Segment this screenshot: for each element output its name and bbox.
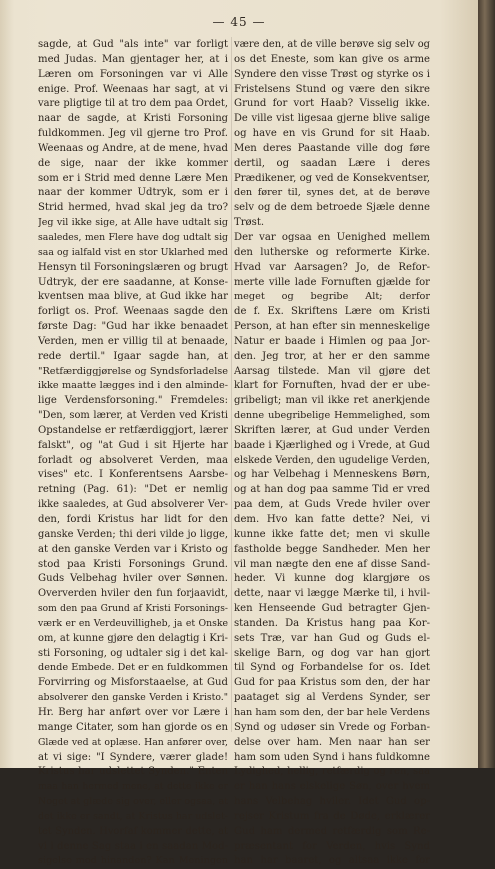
text-line: falskt", og "at Gud i sit Hjerte har [38, 439, 228, 451]
text-line: naar der kommer Udtryk, som er i [38, 187, 228, 199]
text-line: de sige, naar der ikke kommer [38, 157, 228, 169]
text-line: og at han dog paa samme Tid er vred [234, 484, 430, 496]
text-line: elskede Verden, den ugudelige Verden, [234, 454, 430, 466]
text-line: den. Jeg tror, at her er den samme [234, 350, 430, 362]
text-line: Oververden hviler den fun forjaavidt, [38, 588, 228, 600]
text-line: skelige Barn, og dog var han gjort [234, 647, 430, 659]
text-line: at den ganske Verden var i Kristo og [38, 543, 228, 555]
text-line: Strid hermed, hvad skal jeg da tro? [38, 202, 228, 214]
column-gutter [231, 37, 232, 732]
text-line: Glæde ved at oplæse. Han anfører over, [38, 736, 228, 748]
text-line: dertil, og saadan Lære i deres [234, 157, 430, 169]
text-line: Synd og udøser sin Vrede og Forban- [234, 721, 430, 733]
text-line: dette, naar vi lægge Mærke til, i hvil- [234, 588, 430, 600]
text-line: Natur er baade i Himlen og paa Jor- [234, 335, 430, 347]
text-line: Weenaas og Andre, at de mene, hvad [38, 142, 228, 154]
text-line: meget og begribe Alt; derfor [234, 291, 430, 303]
right-text-column [234, 38, 430, 869]
text-line: Forvirring og Misforstaaelse, at Gud [38, 677, 228, 689]
text-line: "Retfærdiggjørelse og Syndsforladelse [38, 365, 228, 377]
text-line: rede dertil." Igaar sagde han, at [38, 350, 228, 362]
text-line: tet Synden. Hvorfaf kommer dette, at [38, 825, 228, 837]
text-line: ganske Verden; thi deri vilde jo ligge, [38, 528, 228, 540]
text-line: os det Eneste, som kan give os arme [234, 53, 430, 65]
text-line: paataget sig al Verdens Synder, ser [234, 692, 430, 704]
text-line: De ville vist ligesaa gjerne blive salige [234, 113, 430, 125]
text-line: med Judas. Man gjentager her, at i [38, 53, 228, 65]
page-number: — 45 — [212, 15, 266, 29]
text-line: forladt og absolveret Verden, maa [38, 454, 228, 466]
text-line: absolverer den ganske Verden i Kristo." [38, 692, 228, 704]
text-line: som er i Strid med denne Lære Men [38, 172, 228, 184]
text-line: ken Henseende Gud betragter Gjen- [234, 603, 430, 615]
text-line: Hr. Berg har anført over vor Lære i [38, 706, 228, 718]
text-line: Hvad var Aarsagen? Jo, de Refor- [234, 261, 430, 273]
text-line: fuldkommen. Jeg vil gjerne tro Prof. [38, 128, 228, 140]
text-line: sti Forsoning, og udtaler sig i det kal- [38, 647, 228, 659]
text-line: vare pligtige til at tro dem paa Ordet, [38, 98, 228, 110]
text-line: Grund for vort Haab? Visselig ikke. [234, 98, 430, 110]
text-line: sigelse mod hinanden? Kan Meningen [38, 855, 228, 867]
text-line: delse over ham. Men naar han ser [234, 736, 430, 748]
text-line: ikke saaledes, at Gud absolverer Ver- [38, 499, 228, 511]
text-line: hans Velbehag hviler. Idet Gud op- [234, 796, 430, 808]
text-line: Guds Velbehag hviler over Sønnen. [38, 573, 228, 585]
text-line: denne ubegribelige Hemmelighed, som [234, 410, 430, 422]
text-line: som den paa Grund af Kristi Forsonings- [38, 604, 228, 615]
text-line: stod paa Kristi Forsonings Grund. [38, 558, 228, 570]
text-line: de f. Ex. Skriftens Lære om Kristi [234, 306, 430, 318]
text-line: sets Træ, var han Gud og Guds el- [234, 632, 430, 644]
left-text-column [38, 38, 228, 869]
text-line: og har Velbehag i Menneskens Børn, [234, 469, 430, 481]
text-line: Verden, men er villig til at benaade, [38, 335, 228, 347]
text-line: Aarsag tilstede. Man vil gjøre det [234, 365, 430, 377]
text-line: være den, at de ville berøve sig selv og [234, 39, 430, 50]
text-line: ham som uden Synd i hans fuldkomne [234, 751, 430, 763]
text-line: selv og de dem betroede Sjæle denne [234, 202, 430, 214]
text-line: Udtryk, der ere saadanne, at Konse- [38, 276, 228, 288]
text-line: dende Embede. Det er en fuldkommen [38, 662, 228, 674]
text-line: baade i Kjærlighed og i Vrede, at Gud [234, 439, 430, 451]
text-line: "Den, som lærer, at Verden ved Kristi [38, 410, 228, 422]
text-line: værk er en Verdeuvilligheb, ja et Onske [38, 617, 228, 629]
text-line: merte ville lade Fornuften gjælde for [234, 276, 430, 288]
text-line: Men deres Paastande ville dog føre [234, 142, 430, 154]
text-line: Kristus har udslettet Synden." Enten [38, 766, 228, 778]
text-line: Trøst. [234, 217, 265, 229]
text-line: at vi sige: "I Syndere, værer glade! [38, 751, 228, 763]
text-line: standen. Da Kristus hang paa Kor- [234, 617, 430, 629]
text-line: præsentant for Verden, hvis Synd [234, 840, 430, 852]
text-line: paa dem, at Guds Vrede hviler over [234, 499, 430, 511]
text-line: lige Verdensforsoning." Fremdeles: [38, 395, 228, 407]
text-line: enige. Prof. Weenaas har sagt, at vi [38, 83, 228, 95]
text-line: Jeg vil ikke sige, at Alle have udtalt sig [38, 217, 228, 229]
text-line: ikke maatte lægges ind i den alminde- [38, 380, 228, 392]
text-line: om, at kunne gjøre den delagtig i Kri- [38, 632, 228, 644]
text-line: Gud ham dermed retfærdig som Re- [234, 825, 430, 837]
text-line: Skriften lærer, at Gud under Verden [234, 424, 430, 436]
text-line: det ikke er sandt, at Kristus har udslet- [38, 810, 228, 822]
text-line: klart for Fornuften, hvad der er ube- [234, 380, 430, 392]
text-line: Der var ogsaa en Uenighed mellem [234, 231, 430, 243]
text-line: Person, at han efter sin menneskelige [234, 321, 430, 333]
text-line: heder. Vi kunne dog klargjøre os [234, 573, 430, 585]
text-line: vi i denne Sag staa i en saadan Mod- [38, 840, 228, 852]
text-line: naar de sagde, at Kristi Forsoning [38, 113, 228, 125]
text-line: Prædikener, og ved de Konsekventser, [234, 172, 430, 184]
text-line: er han hans elskelige Søn, over hvem [234, 781, 430, 793]
text-line: Fristelsens Stund og være den sikre [234, 83, 430, 95]
text-line: kventsen maa blive, at Gud ikke har [38, 291, 228, 303]
text-line: Syndere den visse Trøst og styrke os i [234, 68, 430, 80]
text-line: og have en vis Grund for sit Haab. [234, 128, 430, 140]
text-line: maa han hermed mene, at dette ikke er [38, 781, 228, 793]
text-line: han har baaret, og altsaa ikke for [234, 855, 430, 867]
text-line: kunne ikke fatte det; men vi skulle [234, 528, 430, 540]
text-line: vil man nægte den ene af disse Sand- [234, 558, 430, 570]
text-line: Noget at glæde sig over, eller ogsaa, at [38, 796, 228, 808]
text-line: retning (Pag. 61): "Det er nemlig [38, 484, 228, 496]
text-line: forligt os. Prof. Weenaas sagde den [38, 306, 228, 318]
text-line: den, fordi Kristus har lidt for den [38, 514, 228, 525]
text-line: Gud for paa Kristus som den, der har [234, 677, 430, 689]
text-line: Læren om Forsoningen var vi Alle [38, 68, 228, 80]
text-line: første Dag: "Gud har ikke benaadet [38, 321, 228, 333]
text-line: sagde, at Gud "als inte" var forligt [38, 39, 228, 50]
text-line: Lydighed, hellig, retfærdig og ren, saa [234, 766, 430, 778]
text-line: Hensyn til Forsoningslæren og brugt [38, 261, 228, 273]
text-line: dem. Hvo kan fatte dette? Nei, vi [234, 514, 430, 525]
text-line: rejser Kristum fra de Døde, erklærer [234, 810, 430, 822]
text-line: fastholde begge Sandheder. Men her [234, 543, 430, 555]
text-line: den lutherske og reformerte Kirke. [234, 246, 430, 258]
book-edge [478, 0, 495, 768]
text-line: Opstandelse er retfærdiggjort, lærer [38, 424, 228, 436]
text-line: saa og ialfald vist en stor Uklarhed med [38, 246, 228, 258]
text-line: mange Citater, som han gjorde os en [38, 721, 228, 733]
text-line: saaledes, men Flere have dog udtalt sig [38, 231, 228, 243]
text-line: han ham som den, der bar hele Verdens [234, 706, 430, 718]
text-line: til Synd og Forbandelse for os. Idet [234, 662, 430, 674]
text-line: gribeligt; man vil ikke ret anerkjende [234, 395, 430, 407]
text-line: vises" etc. I Konferentsens Aarsbe- [38, 469, 228, 481]
text-line: den fører til, synes det, at de berøve [234, 187, 430, 199]
